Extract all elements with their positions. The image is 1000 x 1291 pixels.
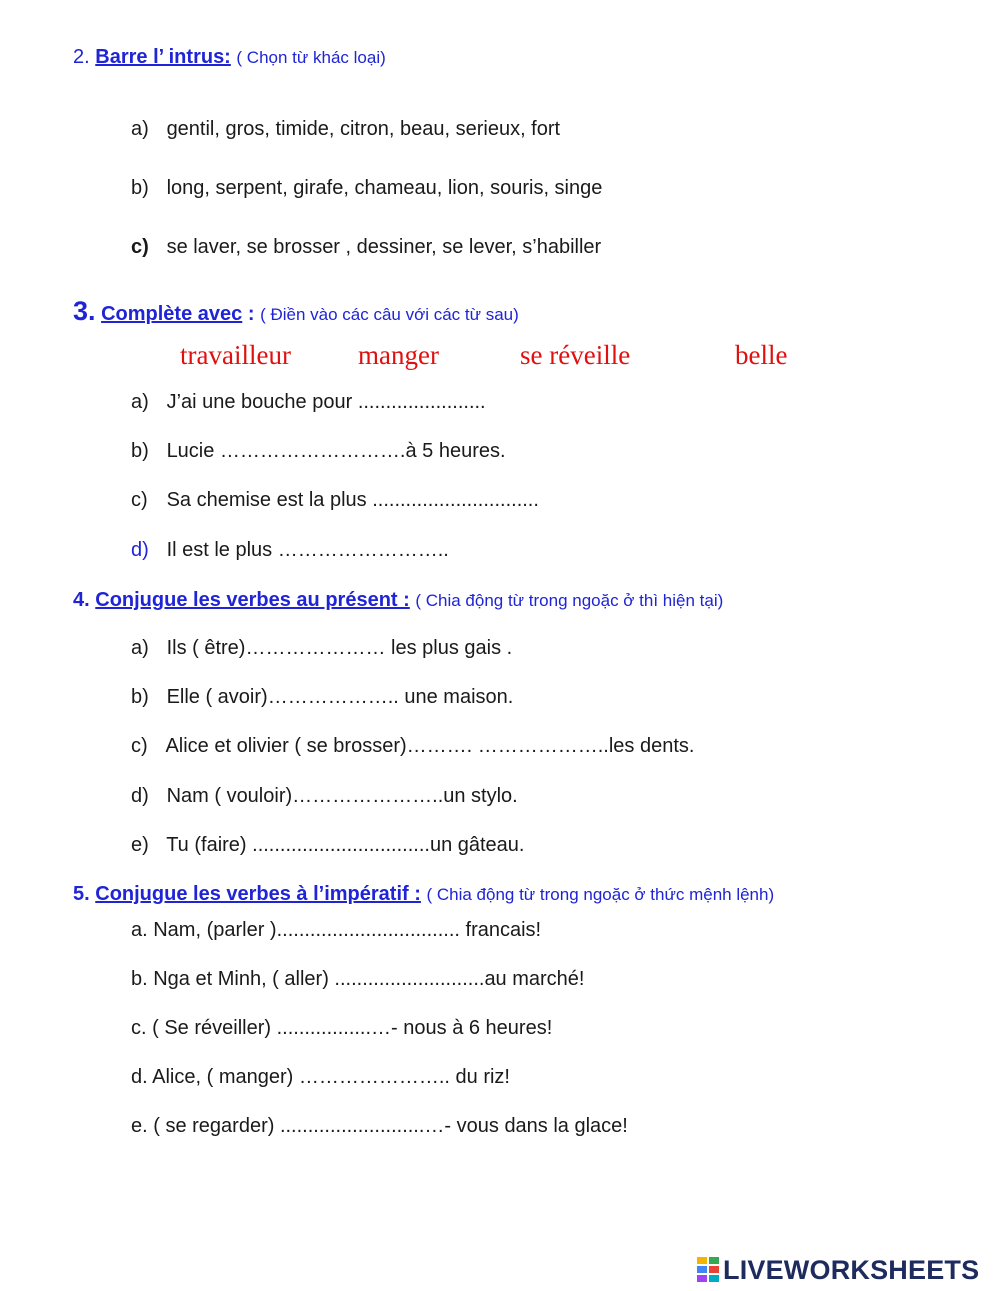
list-item: b. Nga et Minh, ( aller) ...........................au marché! <box>131 968 585 990</box>
list-item: a. Nam, (parler )................................. francais! <box>131 919 542 941</box>
item-text: Alice et olivier ( se brosser)………. ………………..les dents. <box>165 735 695 757</box>
item-text: J’ai une bouche pour ....................... <box>166 391 486 413</box>
section-5-number: 5. <box>73 883 90 905</box>
item-label: a) <box>131 391 149 413</box>
section-5-title: Conjugue les verbes à l’impératif : <box>95 883 421 905</box>
item-text: Elle ( avoir)……………….. une maison. <box>166 686 514 708</box>
liveworksheets-logo <box>697 1254 979 1286</box>
list-item <box>131 118 560 141</box>
item-label: c) <box>131 735 148 757</box>
list-item <box>131 637 512 660</box>
section-2-title: Barre l’ intrus: <box>95 46 231 68</box>
liveworksheets-logo-icon <box>697 1257 721 1283</box>
item-text: se laver, se brosser , dessiner, se lever, s’habiller <box>166 236 602 258</box>
item-label: a) <box>131 637 149 659</box>
list-item <box>131 834 524 857</box>
list-item <box>131 489 539 512</box>
section-4-title: Conjugue les verbes au présent : <box>95 589 410 611</box>
item-text: Tu (faire) ................................un gâteau. <box>166 834 525 856</box>
section-3-subtitle: ( Điền vào các câu với các từ sau) <box>260 305 519 324</box>
item-text: long, serpent, girafe, chameau, lion, souris, singe <box>166 177 603 199</box>
section-3-number: 3. <box>73 296 96 326</box>
item-label: d) <box>131 785 149 807</box>
section-2-number: 2. <box>73 46 90 68</box>
section-3-heading <box>73 296 519 327</box>
list-item <box>131 539 449 562</box>
item-text: Lucie ……………………….à 5 heures. <box>166 440 506 462</box>
list-item: e. ( se regarder) ..........................…- vous dans la glace! <box>131 1115 628 1137</box>
item-label: b) <box>131 177 149 199</box>
item-label: b) <box>131 440 149 462</box>
list-item: d. Alice, ( manger) ………………….. du riz! <box>131 1066 510 1088</box>
liveworksheets-logo-text: LIVEWORKSHEETS <box>723 1254 980 1285</box>
list-item <box>131 236 601 259</box>
item-label: a) <box>131 118 149 140</box>
section-4-subtitle: ( Chia động từ trong ngoặc ở thì hiện tại) <box>415 591 724 610</box>
section-4-heading <box>73 589 723 612</box>
item-label: b) <box>131 686 149 708</box>
list-item <box>131 735 694 758</box>
list-item <box>131 440 506 463</box>
item-label: e) <box>131 834 149 856</box>
section-2-heading <box>73 46 386 69</box>
section-5-subtitle: ( Chia động từ trong ngoặc ở thức mệnh lệnh) <box>426 885 775 904</box>
list-item <box>131 391 486 414</box>
item-text: Ils ( être)………………… les plus gais . <box>166 637 513 659</box>
section-5-heading <box>73 883 774 906</box>
word-bank-item: manger <box>358 340 439 370</box>
item-label: c) <box>131 236 149 258</box>
item-text: Il est le plus …………………….. <box>166 539 449 561</box>
word-bank-item: se réveille <box>520 340 631 370</box>
list-item <box>131 686 513 709</box>
word-bank-item: travailleur <box>180 340 291 370</box>
section-3-title: Complète avec <box>101 303 243 325</box>
section-3-colon: : <box>247 303 255 325</box>
item-text: Nam ( vouloir)…………………..un stylo. <box>166 785 518 807</box>
item-label: c) <box>131 489 148 511</box>
word-bank-item: belle <box>735 340 788 370</box>
list-item: c. ( Se réveiller) .................…- nous à 6 heures! <box>131 1017 553 1039</box>
item-label: d) <box>131 539 149 561</box>
item-text: gentil, gros, timide, citron, beau, serieux, fort <box>166 118 561 140</box>
item-text: Sa chemise est la plus .............................. <box>166 489 539 511</box>
section-4-number: 4. <box>73 589 90 611</box>
list-item <box>131 785 518 808</box>
list-item <box>131 177 602 200</box>
section-2-subtitle: ( Chọn từ khác loại) <box>236 48 386 67</box>
